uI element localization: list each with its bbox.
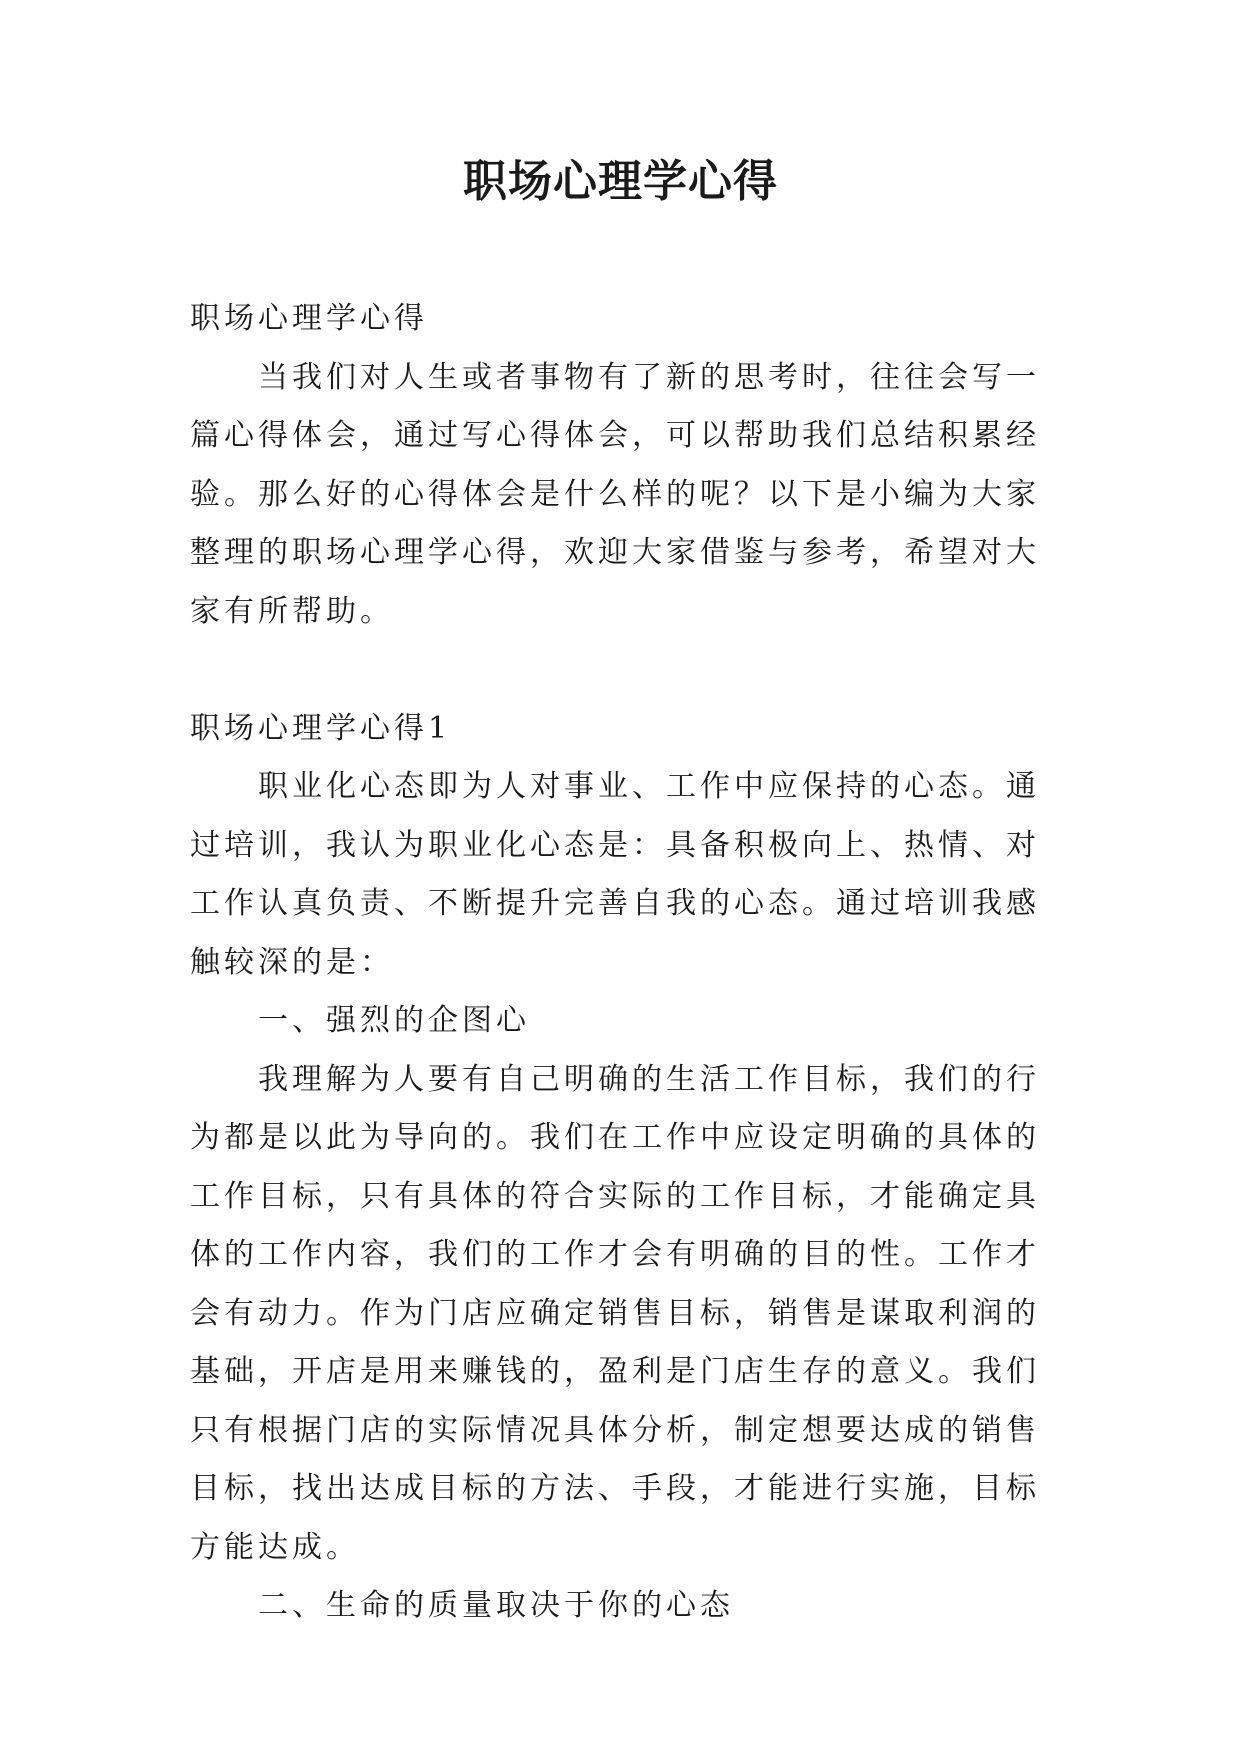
document-body [190, 290, 1070, 1636]
paragraph-spacer [190, 641, 1070, 700]
point-paragraph-1: 我理解为人要有自己明确的生活工作目标，我们的行为都是以此为导向的。我们在工作中应设定明确的具体的工作目标，只有具体的符合实际的工作目标，才能确定具体的工作内容，我们的工作才会有明确的目的性。工作才会有动力。作为门店应确定销售目标，销售是谋取利润的基础，开店是用来赚钱的，盈利是门店生存的意义。我们只有根据门店的实际情况具体分析，制定想要达成的销售目标，找出达成目标的方法、手段，才能进行实施，目标方能达成。 [190, 1061, 1040, 1565]
point-heading-2: 二、生命的质量取决于你的心态 [258, 1588, 734, 1623]
document-subtitle: 职场心理学心得 [190, 301, 428, 336]
point-heading-1: 一、强烈的企图心 [258, 1003, 530, 1038]
intro-paragraph: 当我们对人生或者事物有了新的思考时，往往会写一篇心得体会，通过写心得体会，可以帮助我们总结积累经验。那么好的心得体会是什么样的呢？以下是小编为大家整理的职场心理学心得，欢迎大家借鉴与参考，希望对大家有所帮助。 [190, 359, 1040, 629]
section-heading: 职场心理学心得1 [190, 710, 452, 746]
document-title: 职场心理学心得 [463, 156, 778, 207]
section-paragraph: 职业化心态即为人对事业、工作中应保持的心态。通过培训，我认为职业化心态是：具备积极向上、热情、对工作认真负责、不断提升完善自我的心态。通过培训我感触较深的是： [190, 769, 1040, 980]
